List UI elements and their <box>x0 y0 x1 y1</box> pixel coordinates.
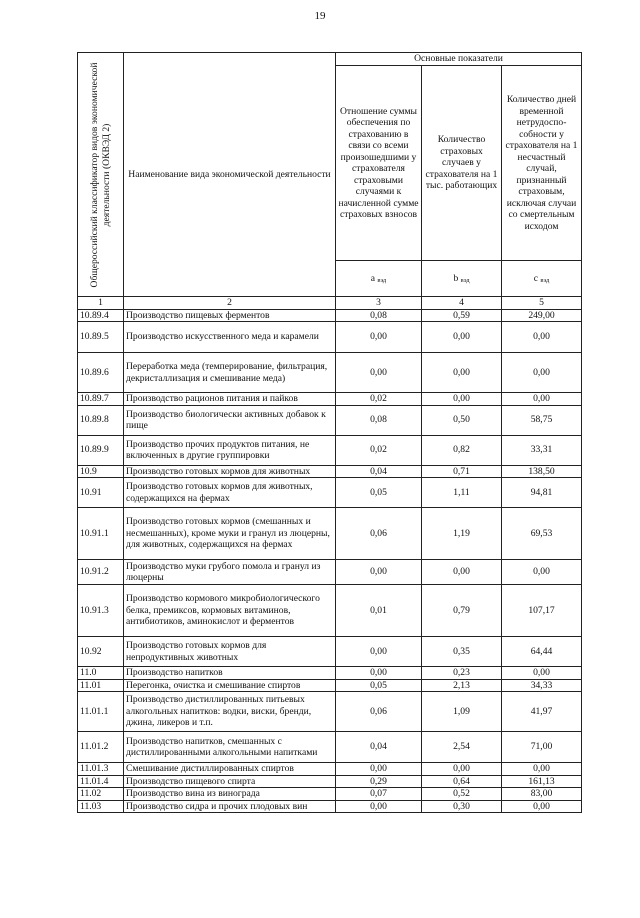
row-value-c: 0,00 <box>502 560 582 585</box>
row-value-c: 83,00 <box>502 788 582 801</box>
row-value-b: 0,00 <box>422 393 502 406</box>
table-row <box>78 322 582 353</box>
row-value-c: 138,50 <box>502 465 582 478</box>
row-code: 10.92 <box>78 637 124 667</box>
row-value-c: 58,75 <box>502 405 582 435</box>
table-row <box>78 478 582 508</box>
row-activity-name: Производство рационов питания и пайков <box>124 393 336 406</box>
row-activity-name: Производство сидра и прочих плодовых вин <box>124 800 336 813</box>
row-value-a: 0,04 <box>336 465 422 478</box>
row-value-c: 69,53 <box>502 508 582 560</box>
row-value-b: 0,64 <box>422 775 502 788</box>
row-activity-name: Производство готовых кормов для животных <box>124 465 336 478</box>
row-activity-name: Производство муки грубого помола и гранул из люцерны <box>124 560 336 585</box>
row-activity-name: Производство вина из винограда <box>124 788 336 801</box>
row-code: 11.01.2 <box>78 732 124 763</box>
row-value-b: 0,00 <box>422 353 502 393</box>
table-row <box>78 560 582 585</box>
col-number: 4 <box>422 297 502 310</box>
row-code: 11.0 <box>78 667 124 680</box>
row-value-a: 0,05 <box>336 478 422 508</box>
row-value-c: 0,00 <box>502 763 582 776</box>
row-code: 10.89.4 <box>78 309 124 322</box>
row-value-b: 0,00 <box>422 322 502 353</box>
table-row <box>78 788 582 801</box>
row-activity-name: Производство биологически активных добавок к пище <box>124 405 336 435</box>
row-value-c: 0,00 <box>502 393 582 406</box>
row-value-a: 0,00 <box>336 560 422 585</box>
row-value-c: 0,00 <box>502 667 582 680</box>
row-activity-name: Производство готовых кормов для непродуктивных животных <box>124 637 336 667</box>
table-row <box>78 763 582 776</box>
row-value-c: 41,97 <box>502 692 582 732</box>
row-activity-name: Производство искусственного меда и карамели <box>124 322 336 353</box>
row-code: 11.01.1 <box>78 692 124 732</box>
row-value-a: 0,07 <box>336 788 422 801</box>
row-value-c: 0,00 <box>502 322 582 353</box>
header-sym-c: c вэд <box>502 261 582 297</box>
col-number: 3 <box>336 297 422 310</box>
indicators-table <box>77 52 582 813</box>
table-row <box>78 667 582 680</box>
table-row <box>78 732 582 763</box>
header-sym-a: а вэд <box>336 261 422 297</box>
row-value-a: 0,06 <box>336 508 422 560</box>
table-row <box>78 309 582 322</box>
row-activity-name: Производство напитков, смешанных с дистиллированными алкогольными напитками <box>124 732 336 763</box>
row-value-a: 0,00 <box>336 353 422 393</box>
row-code: 10.91.2 <box>78 560 124 585</box>
row-activity-name: Производство кормового микробиологического белка, премиксов, кормовых витаминов, антибиотиков, аминокислот и ферментов <box>124 585 336 637</box>
row-code: 10.89.9 <box>78 435 124 465</box>
table-row <box>78 393 582 406</box>
table-row <box>78 508 582 560</box>
header-col3: Отношение суммы обеспечения по страхованию в связи со всеми произошедшими у страхователя страховыми случаями к начисленной сумме страховых взносов <box>336 66 422 261</box>
row-value-a: 0,02 <box>336 435 422 465</box>
row-value-a: 0,04 <box>336 732 422 763</box>
col-number: 2 <box>124 297 336 310</box>
row-value-c: 161,13 <box>502 775 582 788</box>
row-value-c: 94,81 <box>502 478 582 508</box>
row-activity-name: Переработка меда (темперирование, фильтрация, декристаллизация и смешивание меда) <box>124 353 336 393</box>
table-row <box>78 585 582 637</box>
row-value-b: 1,19 <box>422 508 502 560</box>
row-activity-name: Перегонка, очистка и смешивание спиртов <box>124 679 336 692</box>
row-value-a: 0,01 <box>336 585 422 637</box>
row-code: 10.9 <box>78 465 124 478</box>
row-value-b: 2,54 <box>422 732 502 763</box>
row-value-b: 0,52 <box>422 788 502 801</box>
row-value-a: 0,00 <box>336 800 422 813</box>
row-code: 10.89.7 <box>78 393 124 406</box>
row-value-b: 0,23 <box>422 667 502 680</box>
row-value-a: 0,08 <box>336 405 422 435</box>
row-code: 10.89.6 <box>78 353 124 393</box>
row-value-c: 107,17 <box>502 585 582 637</box>
row-value-b: 0,59 <box>422 309 502 322</box>
row-value-a: 0,05 <box>336 679 422 692</box>
row-value-b: 0,00 <box>422 560 502 585</box>
row-code: 10.91 <box>78 478 124 508</box>
table-row <box>78 775 582 788</box>
row-code: 11.01 <box>78 679 124 692</box>
row-code: 10.91.3 <box>78 585 124 637</box>
row-value-a: 0,00 <box>336 667 422 680</box>
table-row <box>78 800 582 813</box>
row-value-b: 0,35 <box>422 637 502 667</box>
row-value-b: 0,82 <box>422 435 502 465</box>
row-value-c: 71,00 <box>502 732 582 763</box>
row-code: 11.02 <box>78 788 124 801</box>
row-value-b: 0,79 <box>422 585 502 637</box>
table-row <box>78 637 582 667</box>
header-col5: Количество дней временной нетрудоспо-собности у страхователя на 1 несчастный случай, признанный страховым, исключая случаи со смертельным исходом <box>502 66 582 261</box>
row-value-a: 0,06 <box>336 692 422 732</box>
row-value-a: 0,00 <box>336 637 422 667</box>
row-activity-name: Производство прочих продуктов питания, не включенных в другие группировки <box>124 435 336 465</box>
row-code: 10.89.5 <box>78 322 124 353</box>
table-row <box>78 692 582 732</box>
row-value-c: 0,00 <box>502 800 582 813</box>
row-value-a: 0,02 <box>336 393 422 406</box>
header-activity-name: Наименование вида экономической деятельности <box>124 53 336 297</box>
row-value-b: 2,13 <box>422 679 502 692</box>
row-code: 10.89.8 <box>78 405 124 435</box>
row-value-c: 33,31 <box>502 435 582 465</box>
row-value-c: 0,00 <box>502 353 582 393</box>
row-activity-name: Производство готовых кормов для животных, содержащихся на фермах <box>124 478 336 508</box>
row-value-b: 1,09 <box>422 692 502 732</box>
header-sym-b: b вэд <box>422 261 502 297</box>
row-value-a: 0,00 <box>336 763 422 776</box>
row-value-a: 0,29 <box>336 775 422 788</box>
row-activity-name: Смешивание дистиллированных спиртов <box>124 763 336 776</box>
table-row <box>78 435 582 465</box>
table-row <box>78 353 582 393</box>
row-value-a: 0,08 <box>336 309 422 322</box>
row-code: 11.01.3 <box>78 763 124 776</box>
row-value-b: 0,30 <box>422 800 502 813</box>
table-row <box>78 679 582 692</box>
row-value-b: 0,00 <box>422 763 502 776</box>
row-code: 11.01.4 <box>78 775 124 788</box>
row-activity-name: Производство дистиллированных питьевых алкогольных напитков: водки, виски, бренди, джина, ликеров и т.п. <box>124 692 336 732</box>
header-col4: Количество страховых случаев у страхователя на 1 тыс. работающих <box>422 66 502 261</box>
row-code: 10.91.1 <box>78 508 124 560</box>
table-row <box>78 405 582 435</box>
col-number: 1 <box>78 297 124 310</box>
row-code: 11.03 <box>78 800 124 813</box>
row-value-b: 0,71 <box>422 465 502 478</box>
row-value-b: 0,50 <box>422 405 502 435</box>
row-value-c: 249,00 <box>502 309 582 322</box>
row-activity-name: Производство готовых кормов (смешанных и несмешанных), кроме муки и гранул из люцерны, для животных, содержащихся на фермах <box>124 508 336 560</box>
header-okved: Общероссийский классификатор видов экономической деятельности (ОКВЭД 2) <box>78 53 124 297</box>
row-value-c: 64,44 <box>502 637 582 667</box>
header-main-indicators: Основные показатели <box>336 53 582 66</box>
row-activity-name: Производство напитков <box>124 667 336 680</box>
row-value-a: 0,00 <box>336 322 422 353</box>
row-activity-name: Производство пищевого спирта <box>124 775 336 788</box>
row-value-c: 34,33 <box>502 679 582 692</box>
row-value-b: 1,11 <box>422 478 502 508</box>
col-number: 5 <box>502 297 582 310</box>
table-row <box>78 465 582 478</box>
page-number: 19 <box>314 10 326 22</box>
row-activity-name: Производство пищевых ферментов <box>124 309 336 322</box>
